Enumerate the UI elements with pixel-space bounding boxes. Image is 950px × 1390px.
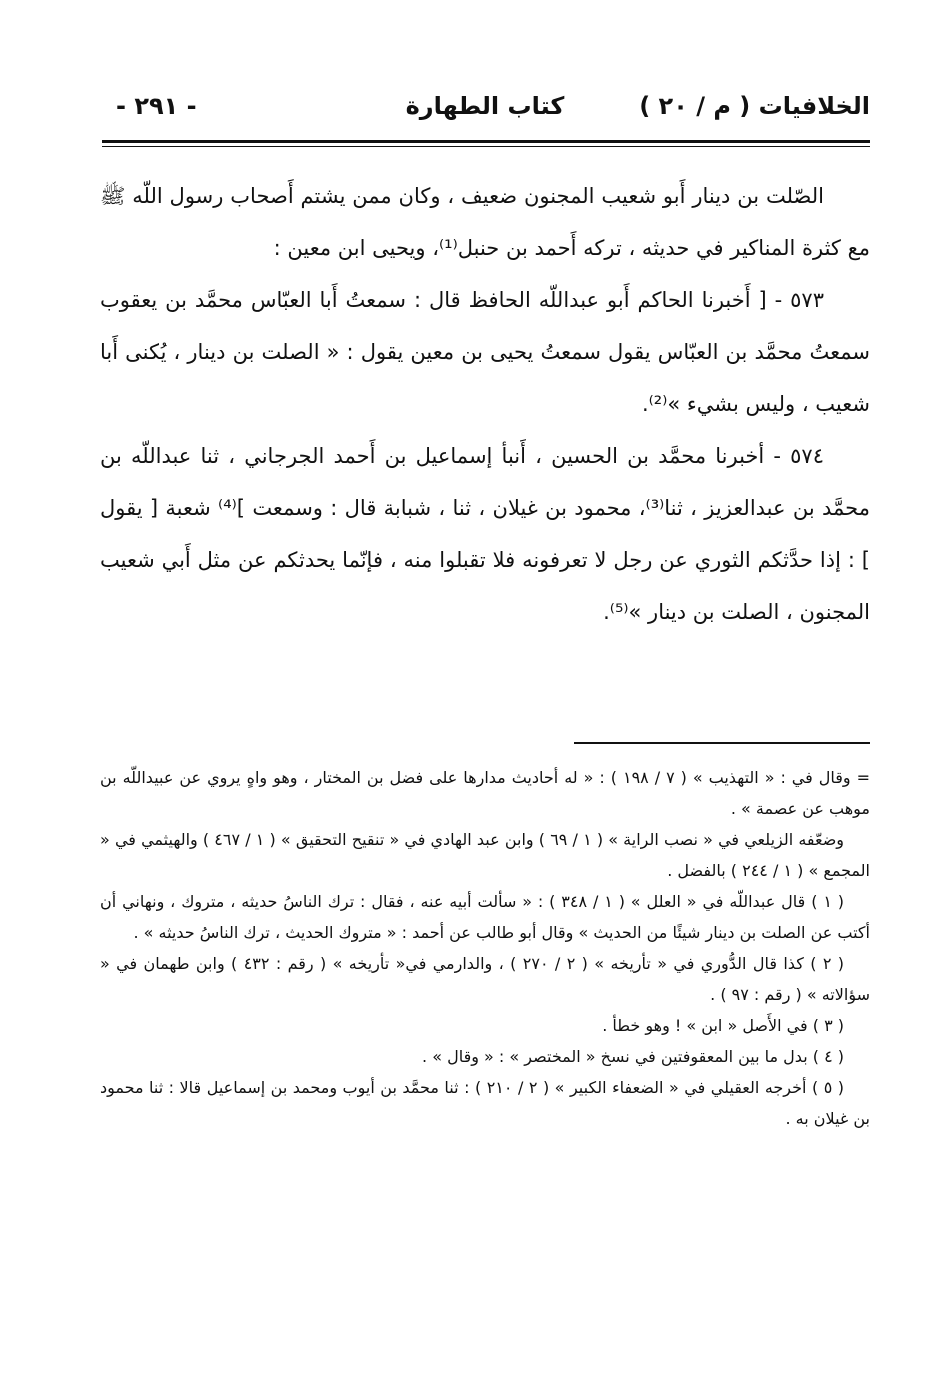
footnote-3: ( ٣ ) في الأَصل « ابن » ! وهو خطأ . xyxy=(602,1016,844,1035)
paragraph-573: ٥٧٣ - [ أَخبرنا الحاكم أَبو عبداللّه الحافظ قال : سمعتُ أَبا العبّاس محمَّد بن يعقوب سمعتُ محمَّد بن العبّاس يقول سمعتُ يحيى بن معين يقول : « الصلت بن دينار ، يُكنى أَبا شعيب ، وليس بشيء »⁽²⁾. xyxy=(100,288,870,416)
paragraph-574: ٥٧٤ - أخبرنا محمَّد بن الحسين ، أَنبأ إسماعيل بن أَحمد الجرجاني ، ثنا عبداللّه بن محمَّد بن عبدالعزيز ، ثنا⁽³⁾، محمود بن غيلان ، ثنا ، شبابة قال : وسمعت ]⁽⁴⁾ شعبة [ يقول ] : إذا حدَّثكم الثوري عن رجل لا تعرفونه فلا تقبلوا منه ، فإنّما يحدثكم عن مثل أَبي شعيب المجنون ، الصلت بن دينار »⁽⁵⁾. xyxy=(100,444,870,624)
footnote-2: ( ٢ ) كذا قال الدُّوري في « تأريخه » ( ٢ / ٢٧٠ ) ، والدارمي في« تأريخه » ( رقم : ٤٣٢ ) وابن طهمان في « سؤالاته » ( رقم : ٩٧ ) . xyxy=(100,954,870,1004)
page-number: - ٢٩١ - xyxy=(116,92,197,120)
header-rule-thick xyxy=(102,140,870,143)
footnote-4: ( ٤ ) بدل ما بين المعقوفتين في نسخ « المختصر » : « وقال » . xyxy=(422,1047,844,1066)
page-header xyxy=(100,84,870,128)
chapter-title: كتاب الطهارة xyxy=(405,92,565,120)
footnote-continued-2: وضعّفه الزيلعي في « نصب الراية » ( ١ / ٦٩ ) وابن عبد الهادي في « تنقيح التحقيق » ( ١ / ٤٦٧ ) والهيثمي في « المجمع » ( ١ / ٢٤٤ ) بالفضل . xyxy=(100,830,870,880)
footnote-continued-1: = وقال في : « التهذيب » ( ٧ / ١٩٨ ) : « له أحاديث مدارها على فضل بن المختار ، وهو واهٍ يروي عن عبيداللّه بن موهب عن عصمة » . xyxy=(100,768,871,818)
header-rule-thin xyxy=(102,146,870,147)
book-title: الخلافيات ( م / ٢٠ ) xyxy=(639,92,870,120)
footnotes xyxy=(100,762,870,1134)
footnote-1: ( ١ ) قال عبداللّه في « العلل » ( ١ / ٣٤٨ ) : « سألت أبيه عنه ، فقال : ترك الناسُ حديثه ، متروك ، ونهاني أن أكتب عن الصلت بن دينار شيئًا من الحديث » وقال أبو طالب عن أحمد : « متروك الحديث ، ترك الناسُ حديثه » . xyxy=(100,892,870,942)
footnote-5: ( ٥ ) أخرجه العقيلي في « الضعفاء الكبير » ( ٢ / ٢١٠ ) : ثنا محمَّد بن أيوب ومحمد بن إسماعيل قالا : ثنا محمود بن غيلان به . xyxy=(100,1078,870,1128)
main-text xyxy=(100,170,870,638)
footnote-separator xyxy=(574,742,870,744)
paragraph-1: الصّلت بن دينار أَبو شعيب المجنون ضعيف ، وكان ممن يشتم أَصحاب رسول اللّه ﷺ مع كثرة المناكير في حديثه ، تركه أَحمد بن حنبل⁽¹⁾، ويحيى ابن معين : xyxy=(100,184,870,260)
